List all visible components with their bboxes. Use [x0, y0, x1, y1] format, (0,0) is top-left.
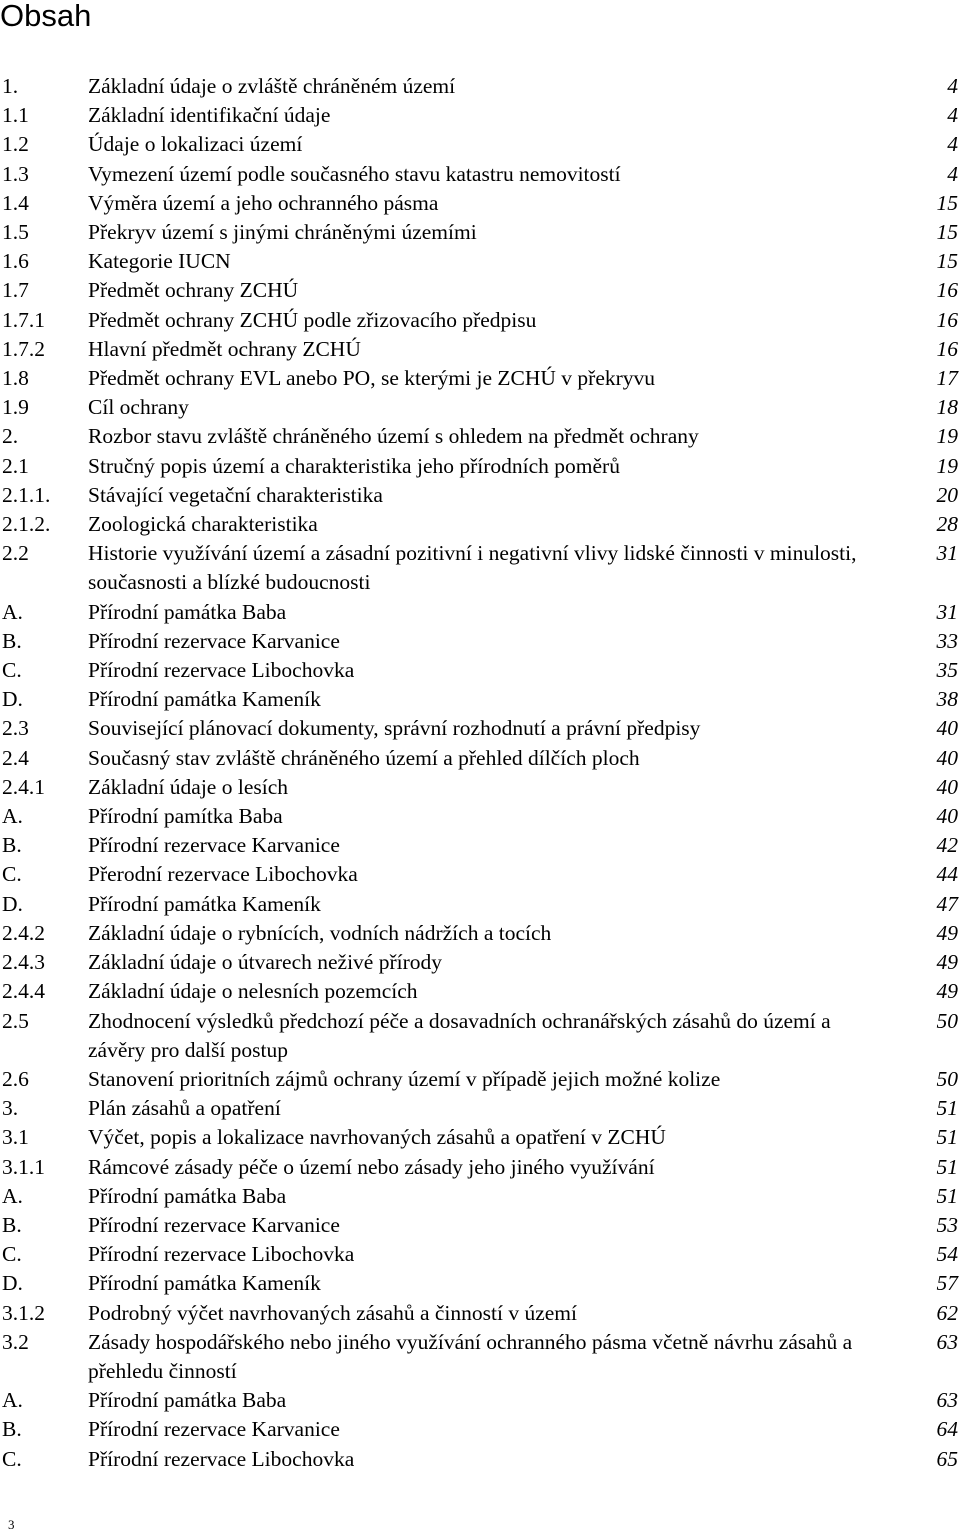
- toc-entry-page: 54: [936, 1242, 958, 1267]
- toc-entry-title: Přírodní rezervace Libochovka: [88, 1242, 355, 1267]
- toc-entry[interactable]: [0, 393, 960, 422]
- toc-entry-page: 42: [936, 833, 958, 858]
- toc-entry-title: Přírodní rezervace Libochovka: [88, 1446, 355, 1471]
- toc-entry-number: 1.7: [2, 278, 29, 303]
- toc-entry[interactable]: [0, 598, 960, 627]
- toc-entry-title: Základní údaje o útvarech neživé přírody: [88, 950, 443, 975]
- toc-entry-number: 3.1: [2, 1125, 29, 1150]
- toc-entry-number: 2.1: [2, 453, 29, 478]
- toc-entry-number: 1.7.2: [2, 336, 45, 361]
- toc-entry-number: B.: [2, 1212, 22, 1237]
- toc-entry-title: Základní údaje o zvláště chráněném území: [88, 74, 456, 98]
- toc-entry[interactable]: [0, 685, 960, 714]
- toc-entry[interactable]: [0, 860, 960, 889]
- toc-entry-title: Přírodní rezervace Karvanice: [88, 833, 340, 858]
- toc-entry-number: C.: [2, 1242, 22, 1267]
- toc-entry-page: 51: [936, 1096, 958, 1121]
- toc-entry-page: 4: [947, 132, 958, 157]
- toc-entry[interactable]: [0, 1211, 960, 1240]
- toc-entry-page: 16: [936, 336, 958, 361]
- toc-entry-page: 16: [936, 278, 958, 303]
- toc-entry-page: 38: [936, 687, 958, 712]
- toc-entry-number: 2.4.2: [2, 920, 45, 945]
- toc-entry-title: Přírodní památka Baba: [88, 599, 287, 624]
- toc-entry-number: 3.1.2: [2, 1300, 45, 1325]
- toc-entry-title: Přírodní rezervace Karvanice: [88, 1417, 340, 1442]
- toc-entry-title: Přírodní pamítka Baba: [88, 804, 283, 829]
- toc-entry[interactable]: [0, 977, 960, 1006]
- toc-entry[interactable]: [0, 218, 960, 247]
- toc-entry[interactable]: [0, 72, 960, 101]
- toc-entry-page: 63: [936, 1388, 958, 1413]
- toc-entry-number: B.: [2, 628, 22, 653]
- toc-entry-number: B.: [2, 833, 22, 858]
- toc-entry-page: 40: [936, 716, 958, 741]
- toc-entry-number: 3.2: [2, 1329, 29, 1354]
- toc-entry-title: Předmět ochrany ZCHÚ: [88, 278, 299, 303]
- toc-entry-title: Předmět ochrany EVL anebo PO, se kterými je ZCHÚ v překryvu: [88, 366, 656, 391]
- toc-entry-number: 1.2: [2, 132, 29, 157]
- toc-entry-title: Podrobný výčet navrhovaných zásahů a činností v území: [88, 1300, 577, 1325]
- toc-entry-number: 2.3: [2, 716, 29, 741]
- toc-entry-number: 3.: [2, 1096, 19, 1121]
- toc-entry-number: 2.4.1: [2, 774, 45, 799]
- toc-entry-page: 50: [936, 1008, 958, 1033]
- toc-entry-number: A.: [2, 599, 23, 624]
- toc-entry-number: 1.9: [2, 395, 29, 420]
- toc-entry[interactable]: [0, 1299, 960, 1328]
- toc-entry-page: 64: [936, 1417, 958, 1442]
- toc-entry-page: 47: [936, 891, 958, 916]
- toc-entry-title: Stručný popis území a charakteristika jeho přírodních poměrů: [88, 453, 620, 478]
- toc-entry[interactable]: [0, 1269, 960, 1298]
- toc-entry-number: D.: [2, 891, 23, 916]
- toc-entry-title: Cíl ochrany: [88, 395, 189, 420]
- toc-entry[interactable]: [0, 1123, 960, 1152]
- toc-entry[interactable]: [0, 773, 960, 802]
- toc-entry-page: 62: [936, 1300, 958, 1325]
- toc-entry[interactable]: [0, 1153, 960, 1182]
- toc-entry-page: 16: [936, 307, 958, 332]
- toc-entry-page: 20: [936, 482, 958, 507]
- page-title: Obsah: [0, 0, 92, 33]
- toc-entry[interactable]: [0, 948, 960, 977]
- toc-entry-title: Stanovení prioritních zájmů ochrany území v případě jejich možné kolize: [88, 1066, 721, 1091]
- toc-entry[interactable]: [0, 452, 960, 481]
- toc-entry-number: 1.4: [2, 190, 29, 215]
- toc-entry-page: 15: [936, 190, 958, 215]
- toc-entry-page: 4: [947, 103, 958, 128]
- toc-entry-number: 2.5: [2, 1008, 29, 1033]
- toc-entry-page: 50: [936, 1066, 958, 1091]
- toc-entry-number: 1.8: [2, 366, 29, 391]
- toc-entry-number: 1.: [2, 74, 19, 98]
- toc-entry-number: 2.1.2.: [2, 512, 51, 537]
- toc-entry-title: Přírodní památka Kameník: [88, 1271, 321, 1296]
- toc-entry-title: Přírodní památka Baba: [88, 1183, 287, 1208]
- toc-entry[interactable]: [0, 510, 960, 539]
- toc-entry[interactable]: [0, 481, 960, 510]
- toc-entry-number: 2.4.4: [2, 979, 45, 1004]
- toc-entry[interactable]: [0, 247, 960, 276]
- toc-entry-page: 31: [936, 599, 958, 624]
- toc-entry[interactable]: [0, 1065, 960, 1094]
- toc-entry-page: 4: [947, 161, 958, 186]
- toc-entry[interactable]: [0, 656, 960, 685]
- toc-entry-page: 49: [936, 920, 958, 945]
- toc-entry-page: 28: [936, 512, 958, 537]
- toc-entry-number: 2.4.3: [2, 950, 45, 975]
- toc-entry-number: 2.1.1.: [2, 482, 51, 507]
- toc-entry[interactable]: [0, 539, 960, 597]
- toc-entry-page: 40: [936, 804, 958, 829]
- toc-entry-page: 35: [936, 658, 958, 683]
- toc-entry[interactable]: [0, 1094, 960, 1123]
- toc-entry[interactable]: [0, 1328, 960, 1386]
- toc-entry-page: 51: [936, 1183, 958, 1208]
- toc-entry-page: 19: [936, 453, 958, 478]
- toc-entry-page: 51: [936, 1125, 958, 1150]
- toc-entry-number: A.: [2, 1183, 23, 1208]
- toc-entry[interactable]: [0, 1240, 960, 1269]
- toc-entry-title: Zoologická charakteristika: [88, 512, 318, 537]
- toc-entry-title: Vymezení území podle současného stavu katastru nemovitostí: [88, 161, 621, 186]
- toc-entry-number: 2.: [2, 424, 19, 449]
- toc-entry-title: Údaje o lokalizaci území: [88, 132, 303, 157]
- toc-entry-title: Rozbor stavu zvláště chráněného území s ohledem na předmět ochrany: [88, 424, 699, 449]
- toc-entry-page: 44: [936, 862, 958, 887]
- toc-entry-number: D.: [2, 687, 23, 712]
- toc-entry-title: Současný stav zvláště chráněného území a přehled dílčích ploch: [88, 745, 640, 770]
- toc-entry-page: 18: [936, 395, 958, 420]
- toc-entry-page: 40: [936, 745, 958, 770]
- toc-entry-page: 40: [936, 774, 958, 799]
- toc-entry[interactable]: [0, 1007, 960, 1065]
- toc-entry-page: 65: [936, 1446, 958, 1471]
- toc-entry-title: Související plánovací dokumenty, správní rozhodnutí a právní předpisy: [88, 716, 701, 741]
- toc-entry-title: Základní identifikační údaje: [88, 103, 331, 128]
- toc-entry[interactable]: [0, 306, 960, 335]
- toc-entry-page: 4: [947, 74, 958, 98]
- toc-entry-title: Základní údaje o lesích: [88, 774, 288, 799]
- toc-entry-page: 17: [936, 366, 958, 391]
- toc-entry-title: Přírodní památka Baba: [88, 1388, 287, 1413]
- toc-entry[interactable]: [0, 130, 960, 159]
- toc-entry-page: 15: [936, 249, 958, 274]
- toc-entry[interactable]: [0, 1445, 960, 1474]
- toc-entry-page: 19: [936, 424, 958, 449]
- toc-entry-title: Přírodní památka Kameník: [88, 891, 321, 916]
- toc-entry-number: A.: [2, 804, 23, 829]
- toc-entry-page: 49: [936, 979, 958, 1004]
- toc-entry[interactable]: [0, 189, 960, 218]
- toc-entry-title: Překryv území s jinými chráněnými územími: [88, 220, 477, 245]
- toc-entry[interactable]: [0, 890, 960, 919]
- toc-entry[interactable]: [0, 744, 960, 773]
- toc-entry-page: 33: [936, 628, 958, 653]
- toc-entry[interactable]: [0, 101, 960, 130]
- toc-entry-number: C.: [2, 1446, 22, 1471]
- toc-entry[interactable]: [0, 335, 960, 364]
- toc-entry-number: 1.7.1: [2, 307, 45, 332]
- toc-entry[interactable]: [0, 714, 960, 743]
- toc-entry-number: 2.6: [2, 1066, 29, 1091]
- toc-entry-title: Základní údaje o rybnících, vodních nádržích a tocích: [88, 920, 552, 945]
- toc-entry-number: 2.2: [2, 541, 29, 566]
- toc-entry[interactable]: [0, 1415, 960, 1444]
- toc-entry-title: Rámcové zásady péče o území nebo zásady jeho jiného využívání: [88, 1154, 655, 1179]
- toc-entry[interactable]: [0, 364, 960, 393]
- toc-entry-title: Přírodní rezervace Karvanice: [88, 628, 340, 653]
- toc-entry[interactable]: [0, 919, 960, 948]
- toc-entry-number: 3.1.1: [2, 1154, 45, 1179]
- toc-entry-number: 1.1: [2, 103, 29, 128]
- toc-entry-page: 15: [936, 220, 958, 245]
- toc-entry-title: Přírodní rezervace Libochovka: [88, 658, 355, 683]
- toc-entry-page: 31: [936, 541, 958, 566]
- toc-entry-title: Zhodnocení výsledků předchozí péče a dosavadních ochranářských zásahů do území a závěry pro další postup: [88, 1008, 831, 1062]
- toc-entry-page: 57: [936, 1271, 958, 1296]
- toc-entry-title: Základní údaje o nelesních pozemcích: [88, 979, 418, 1004]
- toc-entry-title: Výměra území a jeho ochranného pásma: [88, 190, 439, 215]
- toc-entry-number: B.: [2, 1417, 22, 1442]
- toc-entry[interactable]: [0, 1182, 960, 1211]
- toc-entry-title: Předmět ochrany ZCHÚ podle zřizovacího předpisu: [88, 307, 537, 332]
- toc-entry-number: 1.6: [2, 249, 29, 274]
- toc-entry-title: Plán zásahů a opatření: [88, 1096, 281, 1121]
- toc-entry[interactable]: [0, 160, 960, 189]
- toc-entry-title: Stávající vegetační charakteristika: [88, 482, 383, 507]
- toc-entry-page: 51: [936, 1154, 958, 1179]
- toc-entry-title: Historie využívání území a zásadní pozitivní i negativní vlivy lidské činnosti v minulosti, současnosti a blízké budoucnosti: [88, 541, 857, 595]
- toc-entry-number: 1.5: [2, 220, 29, 245]
- toc-entry-number: 2.4: [2, 745, 29, 770]
- toc-entry[interactable]: [0, 422, 960, 451]
- toc-entry-number: A.: [2, 1388, 23, 1413]
- footer-page-number: 3: [8, 1517, 15, 1532]
- toc-entry[interactable]: [0, 802, 960, 831]
- toc-entry-number: 1.3: [2, 161, 29, 186]
- toc-entry-number: D.: [2, 1271, 23, 1296]
- toc-entry-number: C.: [2, 658, 22, 683]
- toc-entry-title: Přírodní rezervace Karvanice: [88, 1212, 340, 1237]
- toc-entry-page: 53: [936, 1212, 958, 1237]
- toc-entry-title: Přírodní památka Kameník: [88, 687, 321, 712]
- toc-entry[interactable]: [0, 276, 960, 305]
- toc-entry-title: Hlavní předmět ochrany ZCHÚ: [88, 336, 361, 361]
- toc-entry-title: Zásady hospodářského nebo jiného využívání ochranného pásma včetně návrhu zásahů a přehledu činností: [88, 1329, 853, 1383]
- toc-entry-title: Výčet, popis a lokalizace navrhovaných zásahů a opatření v ZCHÚ: [88, 1125, 666, 1150]
- table-of-contents: [0, 72, 960, 1474]
- toc-entry[interactable]: [0, 831, 960, 860]
- toc-entry-number: C.: [2, 862, 22, 887]
- toc-entry[interactable]: [0, 1386, 960, 1415]
- toc-entry[interactable]: [0, 627, 960, 656]
- toc-entry-page: 63: [936, 1329, 958, 1354]
- toc-entry-page: 49: [936, 950, 958, 975]
- toc-entry-title: Přerodní rezervace Libochovka: [88, 862, 358, 887]
- toc-entry-title: Kategorie IUCN: [88, 249, 231, 274]
